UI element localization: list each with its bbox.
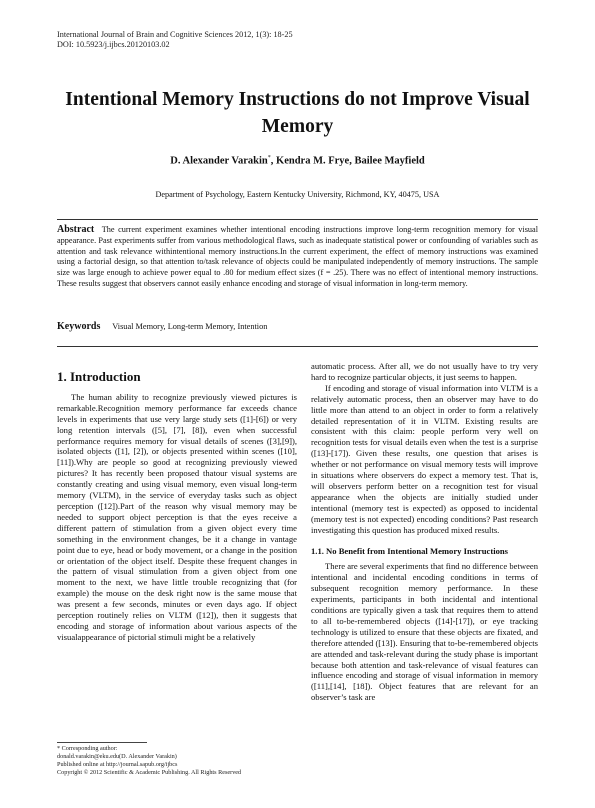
section-heading-introduction: 1. Introduction <box>57 369 141 384</box>
left-column <box>57 369 297 643</box>
footnote-copyright: Copyright © 2012 Scientific & Academic Publishing. All Rights Reserved <box>57 769 242 776</box>
footnote-email: donald.varakin@eku.edu(D. Alexander Varakin) <box>57 753 177 760</box>
footnote-divider <box>57 742 147 743</box>
abstract-block <box>57 225 538 290</box>
abstract-label: Abstract <box>57 224 95 235</box>
first-author: D. Alexander Varakin <box>170 155 268 167</box>
keywords-block <box>57 321 538 332</box>
subsection-paragraph-1: There are several experiments that find no difference between intentional and incidental encoding conditions in terms of subsequent recognition memory performance. In these experiments, participants in both incidental and intentional conditions are typically given a task that requires them to attend to all to-be-remembered objects ([14]-[17]), or eye tracking technology is utilized to ensure that these objects are fixated, and therefore attended ([13]). Ensuring that to-be-remembered objects are attended and task-relevant during the study phase is important because both attention and task-relevance of visual features can influence encoding and storage of visual information in memory ([11],[14], [18]). Object features that are relevant for an observer’s task are <box>311 561 538 703</box>
keywords-text: Visual Memory, Long-term Memory, Intention <box>112 322 268 331</box>
footnote-corresponding: * Corresponding author: <box>57 745 118 752</box>
journal-header <box>57 30 293 50</box>
intro-paragraph-1: The human ability to recognize previously viewed pictures is remarkable.Recognition memory performance far exceeds chance levels in experiments that use very large study sets ([1]-[6]) or very long retention intervals ([5], [7], [8]), even when successful performance requires memory for visual details of scenes ([3],[9]), isolated objects ([1], [2]), or objects presented within scenes ([10], [11]).Why are people so good at recognizing previously viewed pictures? It has recently been proposed thatour visual systems are constantly creating and using visual memory, even visual long-term memory (VLTM), in the service of everyday tasks such as object perception ([12]).Part of the reason why visual memory may be needed to support object perception is that the eyes receive a different pattern of stimulation from a given object every time something in the environment changes, be it a change in vantage point due to eye, head or body movement, or a change in the position or orientation of the object itself. Despite these frequent changes in the pattern of visual stimulation from a given object from one moment to the next, we have little trouble recognizing that (for example) the mouse on the desk right now is the same mouse that was present a few seconds, minutes or even days ago. If object perception routinely relies on VLTM ([12]), then it suggests that encoding and storage of information about various aspects of the visualappearance of pictorial stimuli might be a relatively <box>57 391 297 642</box>
journal-citation: International Journal of Brain and Cognitive Sciences 2012, 1(3): 18-25 <box>57 30 293 39</box>
paper-title: Intentional Memory Instructions do not Improve Visual Memory <box>65 89 530 137</box>
footnote-published: Published online at http://journal.sapub.org/ijbcs <box>57 761 178 768</box>
keywords-label: Keywords <box>57 321 101 332</box>
affiliation: Department of Psychology, Eastern Kentucky University, Richmond, KY, 40475, USA <box>155 190 440 199</box>
right-column <box>311 361 538 703</box>
top-divider <box>57 219 538 220</box>
intro-paragraph-continued: automatic process. After all, we do not usually have to try very hard to recognize particular objects, it just seems to happen. <box>311 361 538 382</box>
abstract-text: The current experiment examines whether intentional encoding instructions improve long-term recognition memory for visual appearance. Past experiments suffer from various methodological flaws, such as inadequate statistical power or confounding of variables such as attention and task relevance withintentional memory instructions.In the current experiment, the effect of memory instructions was examined using a factorial design, so that attention to/task relevance of objects could be manipulated independently of memory instructions. The sample size was large enough to achieve power equal to .80 for medium effect sizes (f = .25). There was no effect of intentional memory instructions. These results suggest that observers cannot easily enhance encoding and storage of visual information in long-term memory. <box>57 225 538 288</box>
footnote <box>57 745 297 777</box>
corresponding-mark: * <box>267 155 271 161</box>
subsection-heading-1-1: 1.1. No Benefit from Intentional Memory Instructions <box>311 545 509 556</box>
intro-paragraph-2: If encoding and storage of visual information into VLTM is a relatively automatic process, then an observer may have to do little more than attend to an object in order to form a relatively detailed representation of it in VLTM. Existing results are consistent with this claim: people perform very well on recognition tests for visual details even when the test is a surprise ([13]-[17]). Given these results, one question that arises is whether or not performance on visual memory tests will improve in situations where observers do expect a memory test. That is, will observers perform better on a recognition test for visual appearance when the objects are initially studied under intentional (memory test is expected) as opposed to incidental (memory test is not expected) encoding conditions? Past research investigating this question has produced mixed results. <box>311 382 538 535</box>
author-list <box>40 155 555 167</box>
other-authors: , Kendra M. Frye, Bailee Mayfield <box>270 155 425 167</box>
bottom-divider <box>57 346 538 347</box>
doi-line: DOI: 10.5923/j.ijbcs.20120103.02 <box>57 40 170 49</box>
